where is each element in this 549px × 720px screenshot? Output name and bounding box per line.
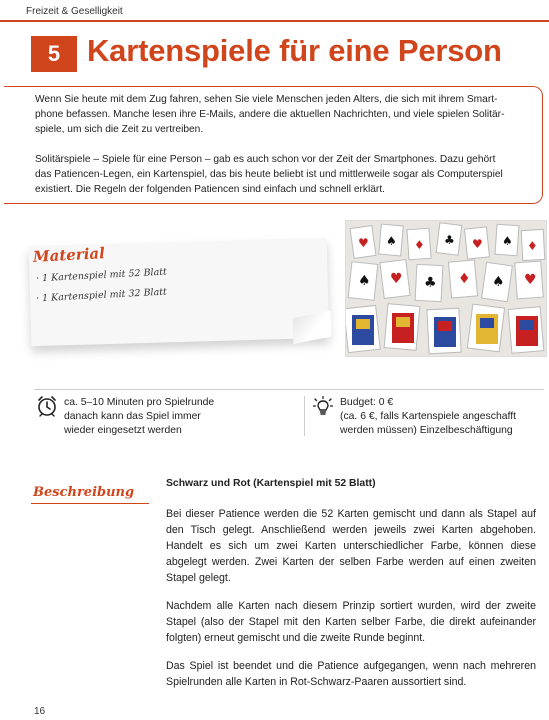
budget-info: Budget: 0 € (ca. 6 €, falls Kartenspiele angeschafft werden müssen) Einzelbeschäftigung <box>340 397 516 436</box>
svg-text:♥: ♥ <box>358 236 369 250</box>
description-paragraph: Das Spiel ist beendet und die Patience aufgegangen, wenn nach mehreren Spielrunden alle Karten in Rot-Schwarz-Paaren aussortiert sind. <box>166 660 536 688</box>
alarm-clock-icon <box>36 395 58 422</box>
material-item: · 1 Kartenspiel mit 32 Blatt <box>35 286 168 305</box>
game-heading: Schwarz und Rot (Kartenspiel mit 52 Blatt) <box>166 478 376 489</box>
page-number: 16 <box>34 706 46 717</box>
section-label: Freizeit & Geselligkeit <box>26 6 123 17</box>
svg-text:♥: ♥ <box>524 272 537 288</box>
time-info: ca. 5–10 Minuten pro Spielrunde danach kann das Spiel immer wieder eingesetzt werden <box>64 397 215 436</box>
intro-paragraph-2: Solitärspiele – Spiele für eine Person – gab es auch schon vor der Zeit der Smartphones. Dazu gehört das Patiencen-Legen, ein Kartenspiel, das bis heute beliebt ist und mittlerweile sogar als Computerspiel existiert. Die Regeln der folgenden Patiencen sind einfach und schnell erklärt. <box>35 154 503 195</box>
svg-text:♠: ♠ <box>492 274 505 290</box>
playing-cards-photo <box>345 220 547 357</box>
header-rule <box>0 20 549 22</box>
svg-text:♣: ♣ <box>424 275 437 291</box>
svg-text:♦: ♦ <box>414 238 425 252</box>
svg-text:♦: ♦ <box>458 271 471 287</box>
svg-text:♦: ♦ <box>527 239 538 253</box>
svg-text:♠: ♠ <box>386 234 397 248</box>
intro-paragraph-1: Wenn Sie heute mit dem Zug fahren, sehen Sie viele Menschen jeden Alters, die sich mit ihrem Smart- phone befassen. Manche lesen ihre E-Mails, andere die aktuellen Nachrichten, und viele spielen Solitär- spiele, um sich die Zeit zu vertreiben. <box>35 94 505 135</box>
svg-text:♥: ♥ <box>390 271 403 287</box>
description-label: Beschreibung <box>33 485 135 500</box>
material-title: Material <box>32 244 106 266</box>
svg-text:♣: ♣ <box>444 233 455 247</box>
description-paragraph: Bei dieser Patience werden die 52 Karten gemischt und dann als Stapel auf den Tisch gelegt. Anschließend werden jeweils zwei Karten abgehoben. Handelt es sich um zwei Karten unterschiedlicher Farbe, können diese abgelegt werden. Zwei Karten der selben Farbe werden auf einen zweiten Stapel gelegt. <box>166 508 536 584</box>
info-divider <box>304 396 305 436</box>
svg-text:♠: ♠ <box>502 234 513 248</box>
lightbulb-icon <box>313 396 333 423</box>
material-item: · 1 Kartenspiel mit 52 Blatt <box>35 266 168 285</box>
svg-text:♥: ♥ <box>472 237 483 251</box>
description-rule <box>31 503 149 504</box>
info-separator <box>34 389 544 390</box>
page-title: Kartenspiele für eine Person <box>87 33 502 68</box>
svg-text:♠: ♠ <box>358 273 371 289</box>
description-paragraph: Nachdem alle Karten nach diesem Prinzip sortiert wurden, wird der zweite Stapel (also der Stapel mit den Karten selber Farbe, die direkt aufeinander folgten) erneut gemischt und die zweite Runde beginnt. <box>166 600 536 644</box>
chapter-number: 5 <box>31 36 77 72</box>
